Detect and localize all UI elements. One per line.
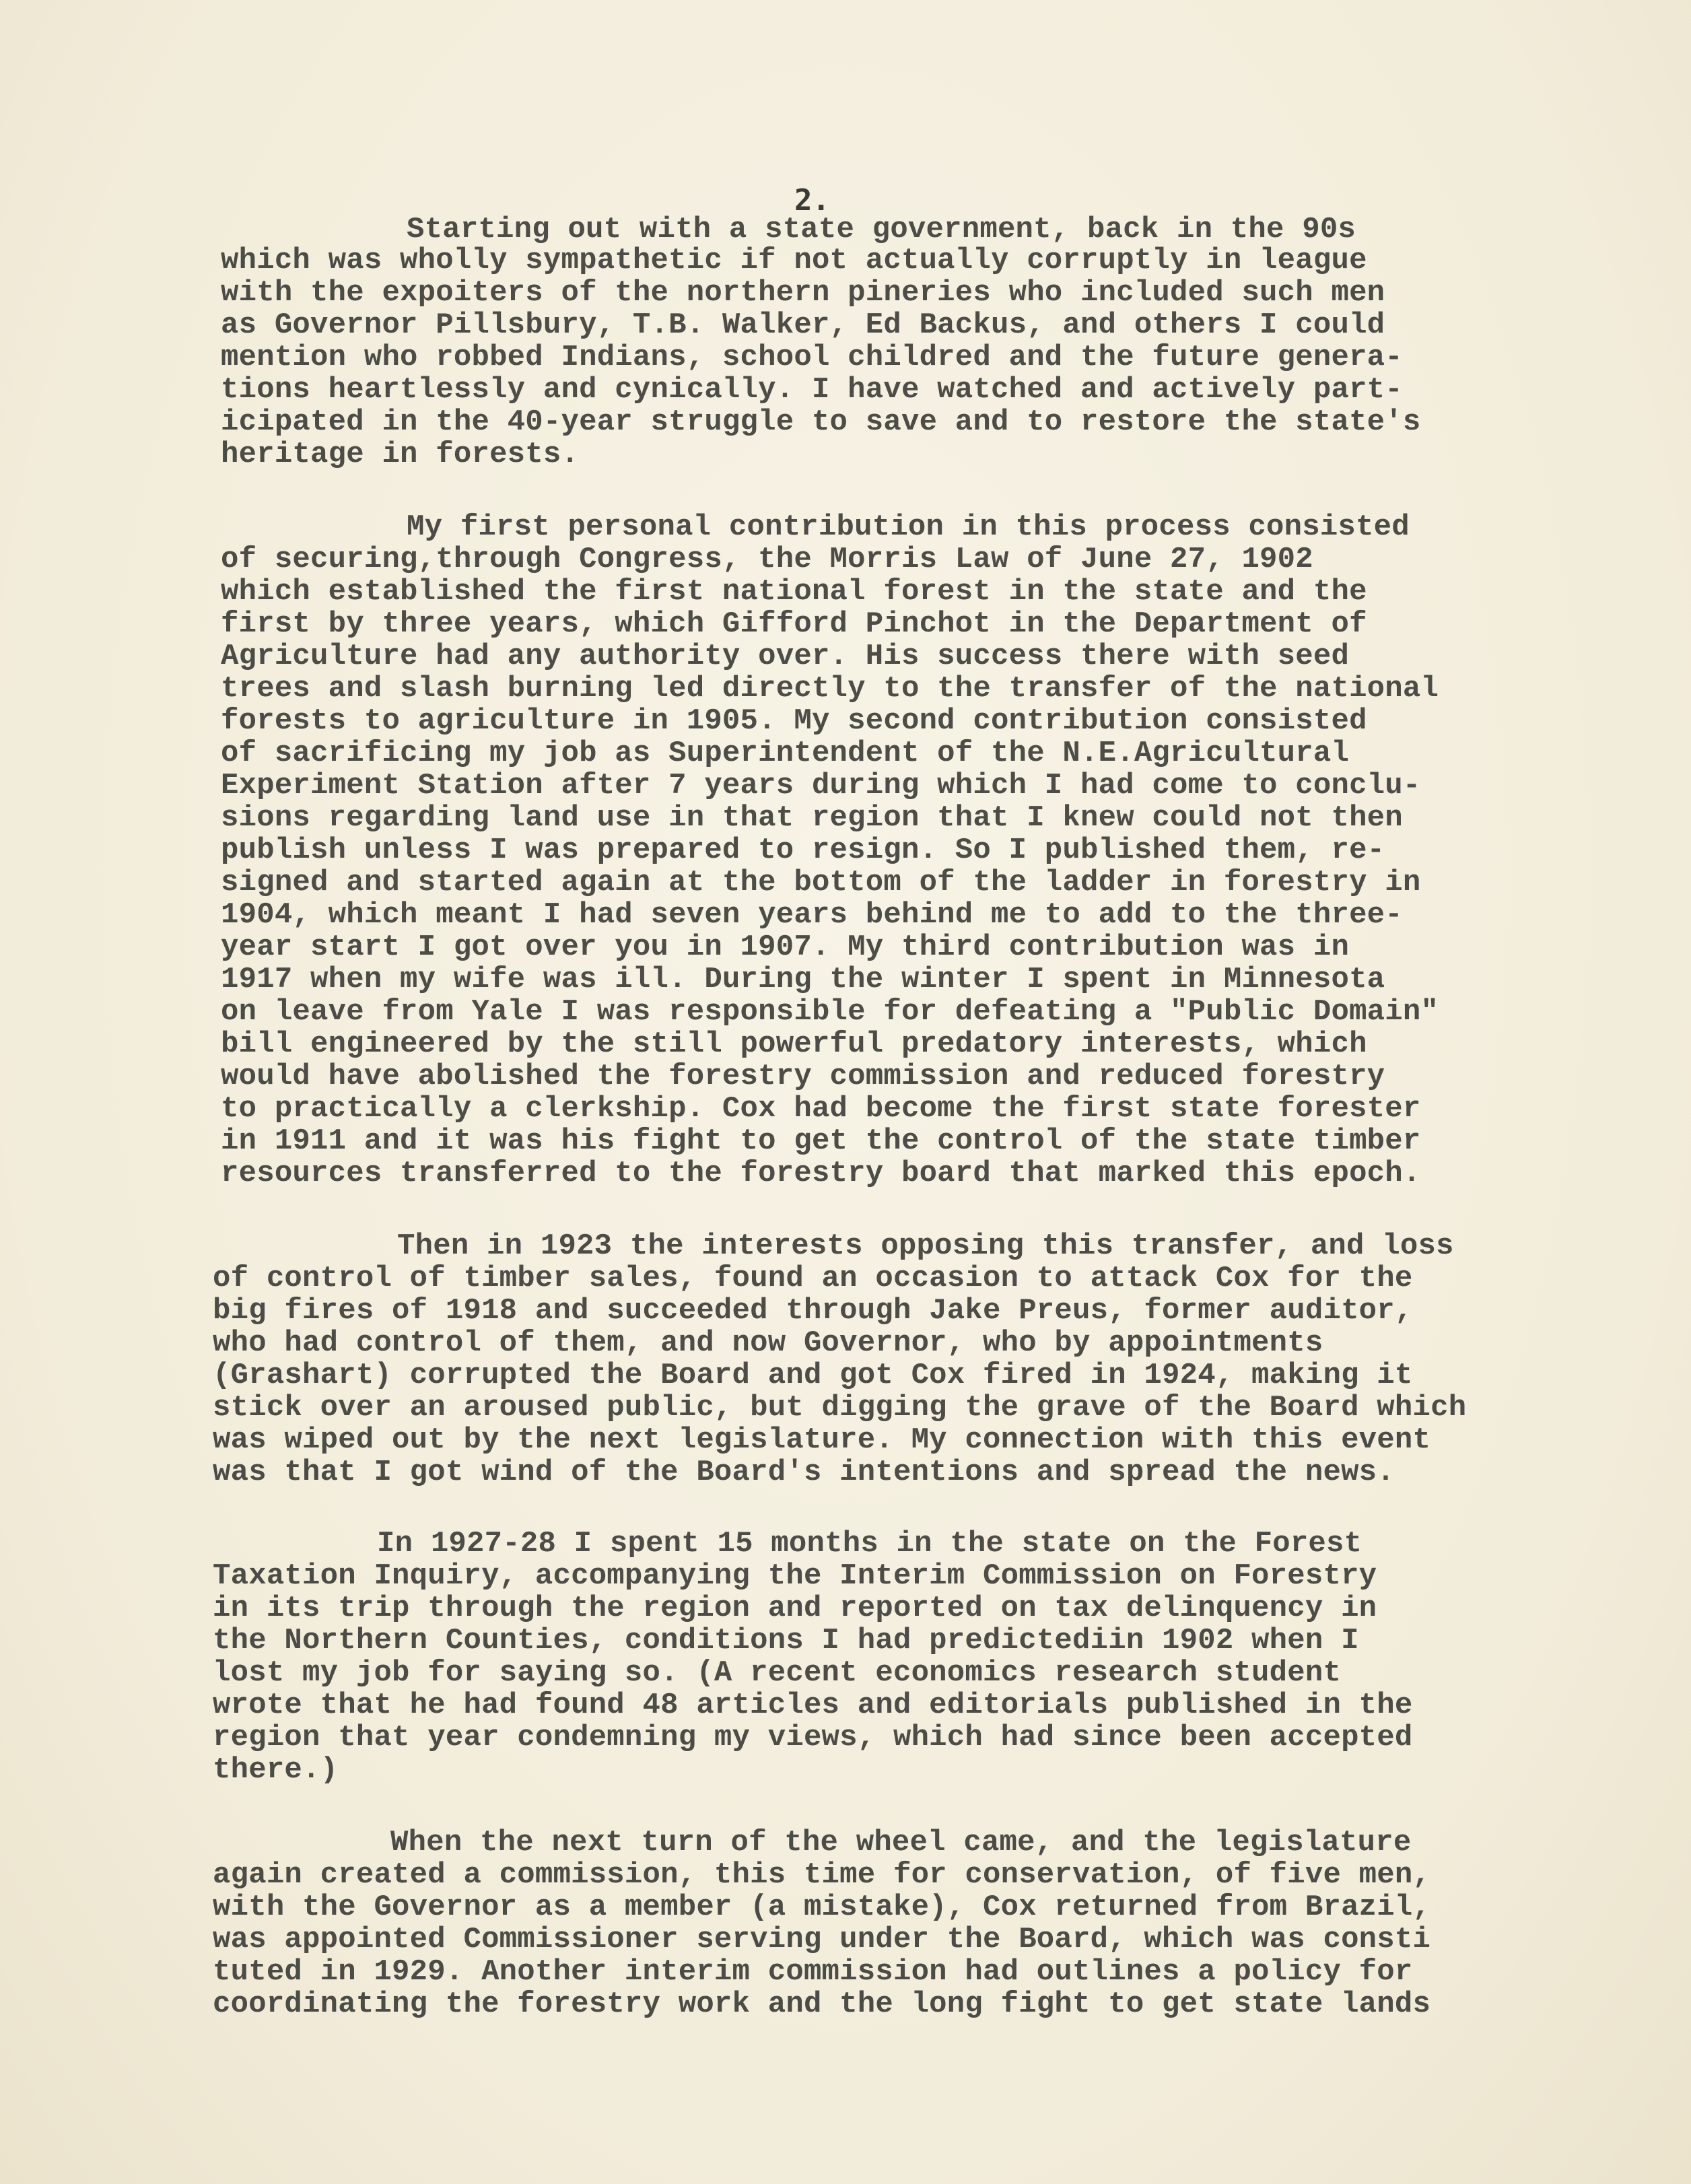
- paragraph-4-line-2: Taxation Inquiry, accompanying the Interim Commission on Forestry: [213, 1559, 1377, 1593]
- paragraph-2-line-5: Agriculture had any authority over. His success there with seed: [221, 640, 1350, 673]
- paragraph-2-line-17: bill engineered by the still powerful predatory interests, which: [221, 1027, 1367, 1061]
- paragraph-2-line-3: which established the first national forest in the state and the: [221, 575, 1367, 609]
- paragraph-1-line-8: heritage in forests.: [221, 438, 580, 471]
- paragraph-4-line-6: wrote that he had found 48 articles and editorials published in the: [213, 1688, 1413, 1722]
- paragraph-4-line-4: the Northern Counties, conditions I had predictediin 1902 when I: [213, 1624, 1359, 1658]
- paragraph-3-line-5: (Grashart) corrupted the Board and got Cox fired in 1924, making it: [213, 1359, 1413, 1392]
- paragraph-2-line-21: resources transferred to the forestry board that marked this epoch.: [221, 1157, 1421, 1190]
- paragraph-4-line-1: In 1927-28 I spent 15 months in the state on the Forest: [377, 1527, 1362, 1561]
- paragraph-2-line-15: 1917 when my wife was ill. During the winter I spent in Minnesota: [221, 963, 1385, 996]
- paragraph-4-line-3: in its trip through the region and reported on tax delinquency in: [213, 1592, 1377, 1625]
- paragraph-2-line-4: first by three years, which Gifford Pinchot in the Department of: [221, 607, 1367, 641]
- paragraph-1-line-1: Starting out with a state government, back in the 90s: [407, 213, 1356, 246]
- paragraph-3-line-1: Then in 1923 the interests opposing this transfer, and loss: [397, 1229, 1454, 1263]
- paragraph-1-line-7: icipated in the 40-year struggle to save and to restore the state's: [221, 405, 1421, 439]
- paragraph-2-line-2: of securing,through Congress, the Morris Law of June 27, 1902: [221, 543, 1313, 576]
- paragraph-3-line-4: who had control of them, and now Governor, who by appointments: [213, 1326, 1323, 1360]
- paragraph-5-line-6: coordinating the forestry work and the long fight to get state lands: [213, 1987, 1431, 2021]
- paragraph-2-line-13: 1904, which meant I had seven years behind me to add to the three-: [221, 898, 1403, 932]
- paragraph-2-line-20: in 1911 and it was his fight to get the control of the state timber: [221, 1124, 1421, 1158]
- paragraph-1-line-6: tions heartlessly and cynically. I have watched and actively part-: [221, 373, 1403, 407]
- paragraph-1-line-5: mention who robbed Indians, school childred and the future genera-: [221, 341, 1403, 374]
- paragraph-5-line-4: was appointed Commissioner serving under the Board, which was consti: [213, 1923, 1431, 1956]
- paragraph-2-line-16: on leave from Yale I was responsible for defeating a "Public Domain": [221, 995, 1439, 1029]
- paragraph-4-line-8: there.): [213, 1753, 339, 1787]
- paragraph-2-line-8: of sacrificing my job as Superintendent of the N.E.Agricultural: [221, 737, 1350, 770]
- paragraph-3-line-8: was that I got wind of the Board's intentions and spread the news.: [213, 1456, 1395, 1489]
- paragraph-1-line-3: with the expoiters of the northern pineries who included such men: [221, 276, 1385, 310]
- paragraph-5-line-5: tuted in 1929. Another interim commission had outlines a policy for: [213, 1955, 1413, 1989]
- paragraph-2-line-6: trees and slash burning led directly to the transfer of the national: [221, 672, 1439, 706]
- paragraph-3-line-7: was wiped out by the next legislature. My connection with this event: [213, 1423, 1431, 1457]
- paragraph-3-line-6: stick over an aroused public, but digging the grave of the Board which: [213, 1391, 1467, 1425]
- paragraph-2-line-9: Experiment Station after 7 years during which I had come to conclu-: [221, 769, 1421, 803]
- paragraph-1-line-2: which was wholly sympathetic if not actually corruptly in league: [221, 244, 1367, 277]
- paragraph-5-line-2: again created a commission, this time for conservation, of five men,: [213, 1858, 1431, 1892]
- paragraph-2-line-11: publish unless I was prepared to resign. So I published them, re-: [221, 833, 1385, 867]
- paragraph-3-line-2: of control of timber sales, found an occasion to attack Cox for the: [213, 1262, 1413, 1295]
- paragraph-2-line-7: forests to agriculture in 1905. My second contribution consisted: [221, 704, 1367, 738]
- paragraph-1-line-4: as Governor Pillsbury, T.B. Walker, Ed Backus, and others I could: [221, 308, 1385, 342]
- paragraph-2-line-12: signed and started again at the bottom of the ladder in forestry in: [221, 866, 1421, 899]
- paragraph-2-line-10: sions regarding land use in that region that I knew could not then: [221, 801, 1403, 835]
- paragraph-5-line-1: When the next turn of the wheel came, and the legislature: [390, 1826, 1412, 1859]
- paragraph-2-line-1: My first personal contribution in this process consisted: [407, 510, 1410, 544]
- paragraph-5-line-3: with the Governor as a member (a mistake), Cox returned from Brazil,: [213, 1890, 1431, 1924]
- paragraph-3-line-3: big fires of 1918 and succeeded through Jake Preus, former auditor,: [213, 1294, 1413, 1328]
- paragraph-2-line-18: would have abolished the forestry commission and reduced forestry: [221, 1060, 1385, 1093]
- page-number: 2.: [794, 183, 830, 217]
- paragraph-2-line-19: to practically a clerkship. Cox had become the first state forester: [221, 1092, 1421, 1126]
- paragraph-4-line-5: lost my job for saying so. (A recent economics research student: [213, 1656, 1342, 1690]
- paragraph-2-line-14: year start I got over you in 1907. My third contribution was in: [221, 930, 1350, 964]
- paragraph-4-line-7: region that year condemning my views, which had since been accepted: [213, 1721, 1413, 1754]
